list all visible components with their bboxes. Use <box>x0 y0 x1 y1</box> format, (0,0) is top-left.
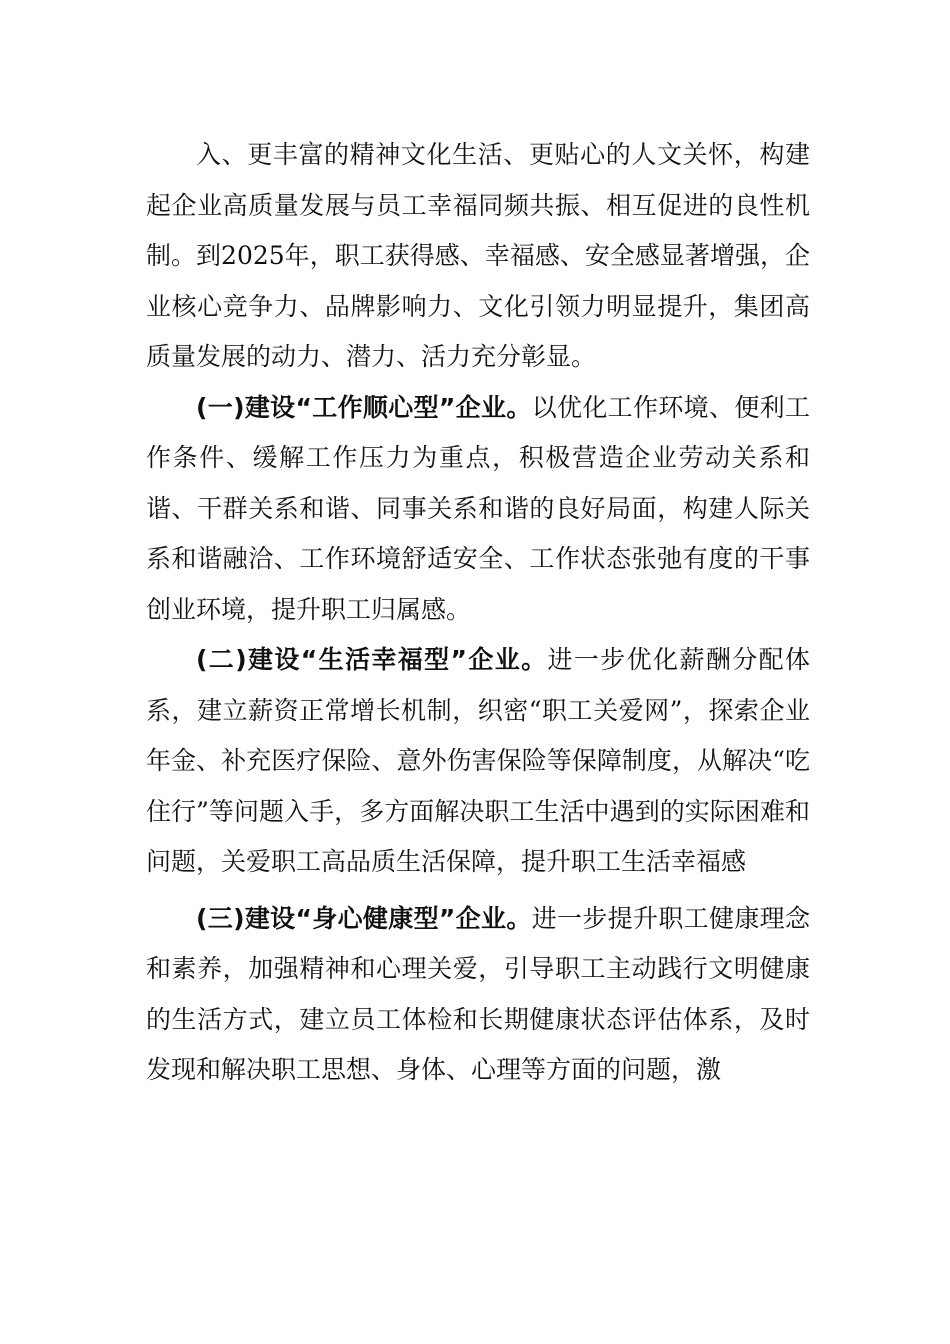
paragraph-text: 入、更丰富的精神文化生活、更贴心的人文关怀，构建起企业高质量发展与员工幸福同频共振、相互促进的良性机制。到2025年，职工获得感、幸福感、安全感显著增强，企业核心竞争力、品牌影响力、文化引领力明显提升，集团高质量发展的动力、潜力、活力充分彰显。 <box>146 140 810 371</box>
paragraph-intro-continuation <box>146 130 810 383</box>
paragraph-text: 进一步提升职工健康理念和素养，加强精神和心理关爱，引导职工主动践行文明健康的生活方式，建立员工体检和长期健康状态评估体系，及时发现和解决职工思想、身体、心理等方面的问题，激 <box>146 903 810 1084</box>
section-heading-2: (二)建设“生活幸福型”企业。 <box>196 645 548 674</box>
paragraph-text: 进一步优化薪酬分配体系，建立薪资正常增长机制，织密“职工关爱网”，探索企业年金、补充医疗保险、意外伤害保险等保障制度，从解决“吃住行”等问题入手，多方面解决职工生活中遇到的实际困难和问题，关爱职工高品质生活保障，提升职工生活幸福感 <box>146 645 810 876</box>
document-body <box>146 130 810 1096</box>
section-heading-3: (三)建设“身心健康型”企业。 <box>196 903 532 933</box>
paragraph-text: 以优化工作环境、便利工作条件、缓解工作压力为重点，积极营造企业劳动关系和谐、干群关系和谐、同事关系和谐的良好局面，构建人际关系和谐融洽、工作环境舒适安全、工作状态张弛有度的干事创业环境，提升职工归属感。 <box>146 392 810 624</box>
paragraph-section-3 <box>146 894 810 1096</box>
paragraph-section-1 <box>146 383 810 636</box>
paragraph-section-2 <box>146 635 810 888</box>
section-heading-1: (一)建设“工作顺心型”企业。 <box>196 392 532 422</box>
